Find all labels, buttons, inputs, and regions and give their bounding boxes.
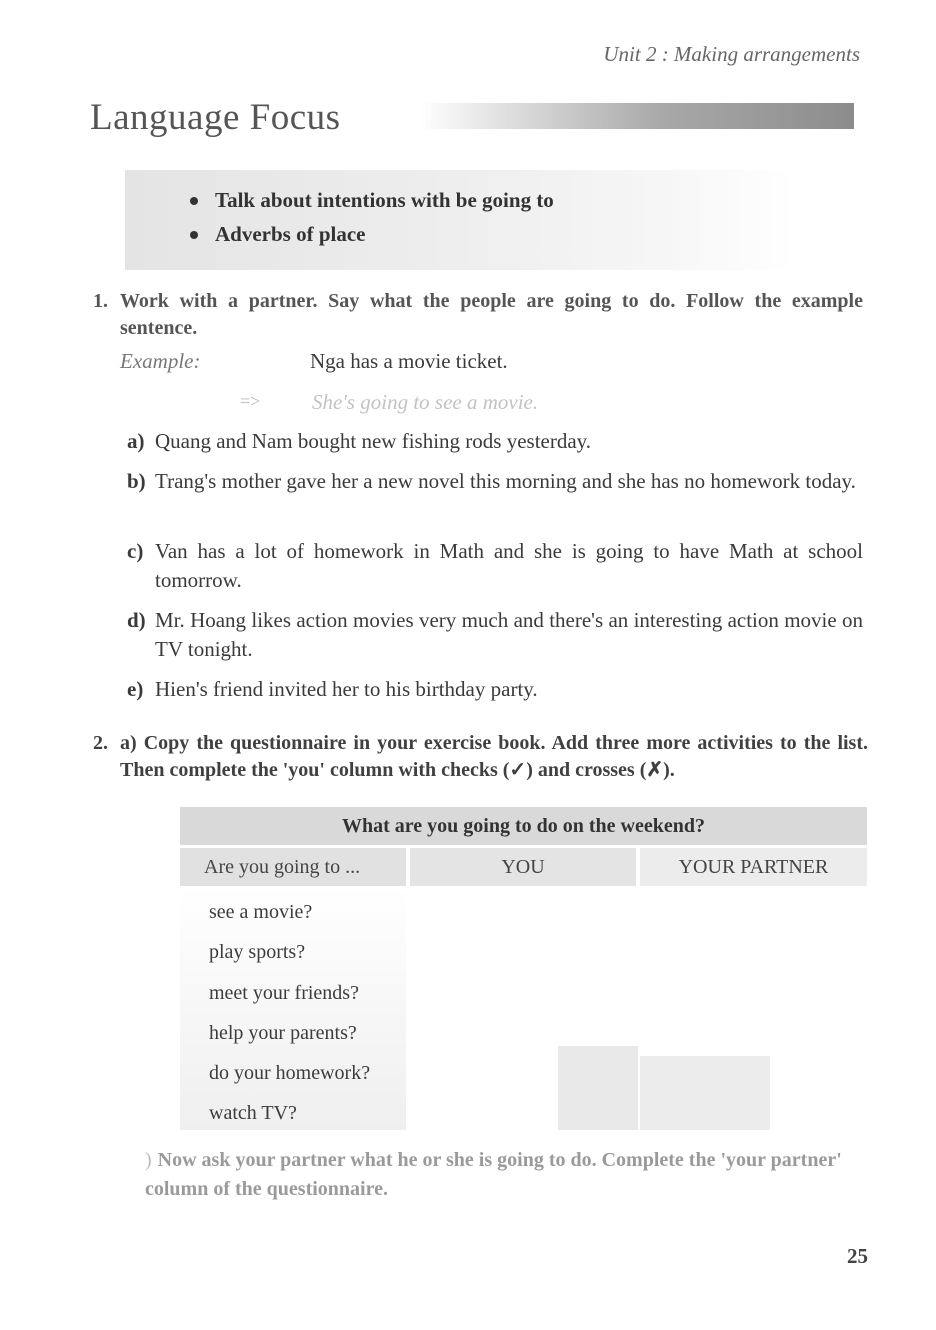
exercise-item-a [127,427,863,456]
exercise-2b-lead: ) [145,1149,152,1171]
cell-shade [640,1056,770,1130]
item-letter: c) [127,539,144,563]
item-text: Hien's friend invited her to his birthday party. [155,677,538,701]
item-letter: b) [127,469,146,493]
column-header-question: Are you going to ... [180,848,406,886]
bullet-icon [190,231,198,239]
column-header-partner: YOUR PARTNER [640,848,867,886]
arrow-icon: => [240,391,261,411]
exercise-2-instruction [93,730,868,784]
objective-text: Talk about intentions with be going to [215,188,554,212]
table-row: do your homework? [209,1062,371,1085]
exercise-1-instruction [93,288,863,342]
exercise-1-text: Work with a partner. Say what the people are going to do. Follow the example sentence. [120,290,863,339]
cell-shade [558,1046,638,1130]
exercise-item-e [127,675,863,704]
item-letter: d) [127,608,146,632]
exercise-2b [145,1146,867,1204]
table-header-row [180,848,867,886]
example-label: Example: [120,349,201,373]
item-text: Van has a lot of homework in Math and she is going to have Math at school tomorrow. [155,539,863,592]
objective-text: Adverbs of place [215,222,366,246]
running-head: Unit 2 : Making arrangements [603,42,860,66]
exercise-item-d [127,606,863,664]
table-row: watch TV? [209,1102,297,1125]
table-row: help your parents? [209,1021,357,1044]
exercise-item-b [127,467,863,496]
page-number: 25 [847,1244,868,1268]
questionnaire-table [180,807,867,1130]
table-row: see a movie? [209,901,313,923]
objective-item [190,188,554,213]
item-text: Quang and Nam bought new fishing rods yesterday. [155,429,592,453]
bullet-icon [190,197,198,205]
section-title: Language Focus [90,97,341,138]
table-title: What are you going to do on the weekend? [180,807,867,845]
exercise-item-c [127,537,863,595]
objectives-list [190,188,554,256]
objective-item [190,222,554,247]
item-letter: a) [127,429,145,453]
column-header-you: YOU [410,848,636,886]
title-decor-bar [420,103,854,129]
example-sentence: Nga has a movie ticket. [310,349,508,373]
exercise-2a-text: a) Copy the questionnaire in your exercise book. Add three more activities to the list. Then complete the 'you' column with checks (✓) and crosses (✗). [120,732,868,781]
exercise-2b-text: Now ask your partner what he or she is going to do. Complete the 'your partner' column of the questionnaire. [145,1149,842,1200]
table-row: meet your friends? [209,981,359,1004]
item-letter: e) [127,677,144,701]
table-rows [209,892,370,1134]
table-body [180,886,867,1130]
item-text: Mr. Hoang likes action movies very much and there's an interesting action movie on TV tonight. [155,608,863,661]
exercise-number: 2. [93,732,108,754]
table-row: play sports? [209,941,306,964]
objectives-box [125,170,795,270]
exercise-number: 1. [93,290,108,312]
item-text: Trang's mother gave her a new novel this morning and she has no homework today. [155,469,856,493]
example-answer: She's going to see a movie. [312,390,539,414]
